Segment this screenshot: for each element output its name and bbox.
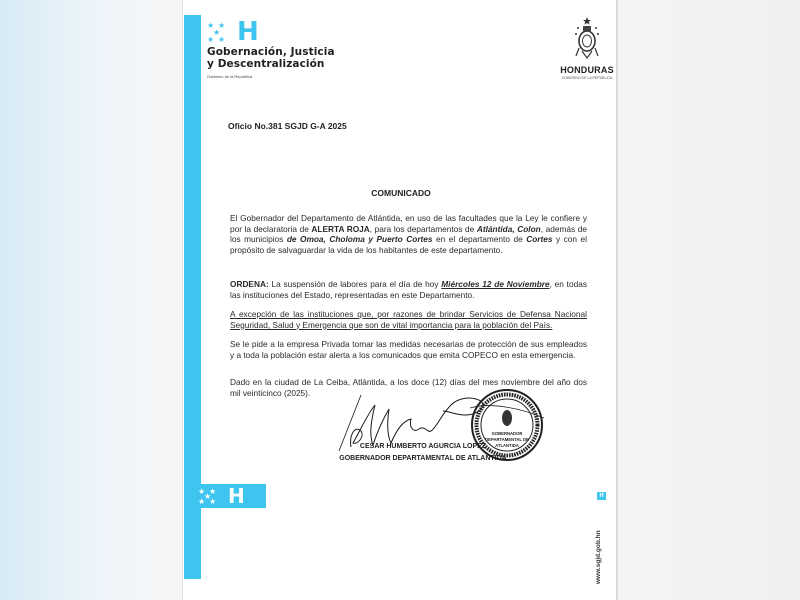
svg-text:ATLANTIDA: ATLANTIDA (495, 443, 519, 448)
ministry-logo (207, 18, 335, 79)
h-logo-icon: H (237, 17, 259, 47)
svg-text:DEPARTAMENTAL DE: DEPARTAMENTAL DE (485, 437, 529, 442)
footer-logo (184, 484, 266, 508)
honduras-logo: HONDURAS GOBIERNO DE LA REPÚBLICA (559, 16, 615, 80)
h-logo-icon: H (597, 492, 606, 500)
paragraph-declaration: El Gobernador del Departamento de Atlántida, en uso de las facultades que la Ley le confiere y por la declaratoria de ALERTA ROJA, para los departamentos de Atlántida, Colon, además de los municipios de Omoa, Choloma y Puerto Cortes en el departamento de Cortes y con el propósito de salvaguardar la vida de los habitantes de este departamento. (230, 213, 587, 255)
stars-icon: ★ ★ ★ ★ ★ (198, 487, 217, 506)
signer-role: GOBERNADOR DEPARTAMENTAL DE ATLANTIDA (339, 455, 507, 462)
h-logo-icon: H (228, 484, 245, 508)
paragraph-date-place: Dado en la ciudad de La Ceiba, Atlántida, a los doce (12) días del mes noviembre del año dos mil veinticinco (2025). (230, 377, 587, 398)
paragraph-private-sector: Se le pide a la empresa Privada tomar las medidas necesarias de protección de sus empleados y a toda la población estar alerta a los comunicados que emita COPECO en esta emergencia. (230, 339, 587, 360)
paragraph-order: ORDENA: La suspensión de labores para el día de hoy Miércoles 12 de Noviembre, en todas las instituciones del Estado, representadas en este Departamento. (230, 279, 587, 300)
org-subtitle: Gobierno de la República (207, 74, 253, 79)
stars-icon: ★ ★ ★ ★ ★ (207, 21, 226, 44)
paragraph-exception: A excepción de las instituciones que, por razones de brindar Servicios de Defensa Nacional Seguridad, Salud y Emergencia que son de vital importancia para la población del País. (230, 309, 587, 330)
signer-name: CESAR HUMBERTO AGURCIA LOPEZ (359, 443, 487, 450)
org-name: Gobernación, Justicia y Descentralización (207, 46, 335, 70)
document-page (182, 0, 618, 600)
website-footer (595, 492, 609, 584)
official-seal (470, 388, 544, 462)
svg-text:GOBERNADOR: GOBERNADOR (491, 431, 523, 436)
oficio-number: Oficio No.381 SGJD G-A 2025 (228, 121, 347, 131)
website-url: www.sgjd.gob.hn (595, 530, 602, 584)
document-title: COMUNICADO (371, 188, 431, 198)
coat-of-arms-icon (572, 16, 602, 60)
